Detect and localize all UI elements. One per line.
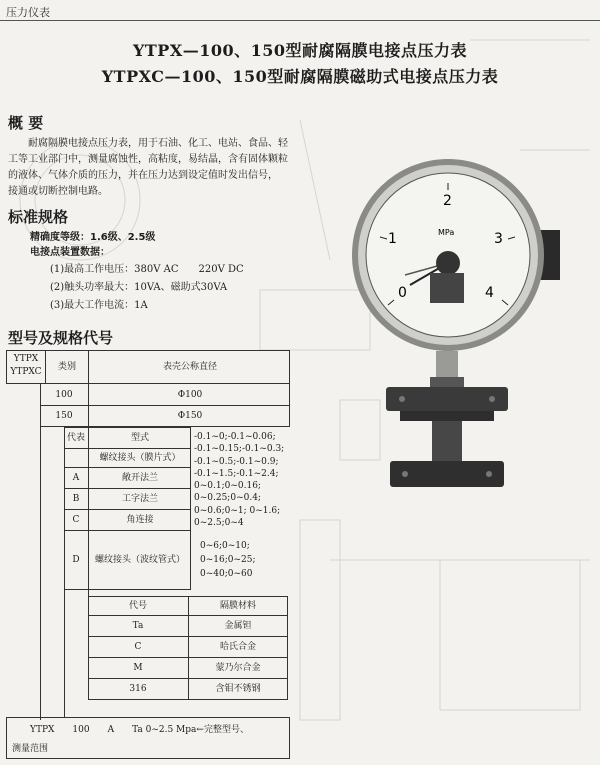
gauge-tick-2: 2	[443, 193, 452, 209]
example-label: 测量范围	[12, 744, 49, 754]
case-diameter-header: 表壳公称直径	[162, 362, 217, 372]
connection-name: 敞开法兰	[121, 473, 158, 483]
material-code: C	[134, 642, 142, 652]
range-line: 0~0.1;0~0.16;	[194, 481, 261, 492]
material-code: Ta	[132, 621, 144, 631]
range-line: 0~40;0~60	[200, 569, 253, 579]
overview-line: 耐腐隔膜电接点压力表，用于石油、化工、电站、食品、轻	[28, 138, 288, 149]
material-code: 316	[129, 684, 147, 694]
bellows-ranges	[200, 539, 256, 581]
connection-code: B	[72, 494, 80, 504]
header-divider	[0, 20, 600, 21]
accuracy-class: 精确度等级：1.6级、2.5级	[30, 232, 156, 243]
overview-line: 的液体、气体介质的压力，并在压力达到设定值时发出信号，	[8, 170, 278, 181]
title-line-1: YTPX—100、150型耐腐隔膜电接点压力表	[132, 41, 468, 60]
category-label: 压力仪表	[6, 6, 50, 19]
gauge-photo	[350, 155, 570, 515]
size-value: Φ150	[177, 411, 203, 421]
spec-item: (2)触头功率最大：10VA、磁助式30VA	[50, 282, 228, 293]
specs-list	[30, 230, 290, 313]
contact-data-title: 电接点装置数据：	[30, 247, 110, 258]
connection-name: 螺纹接头（波纹管式）	[94, 555, 185, 565]
measuring-ranges	[194, 431, 284, 529]
size-code: 150	[55, 411, 73, 421]
connection-name: 工字法兰	[121, 494, 158, 504]
size-value: Φ100	[177, 390, 203, 400]
range-line: 0~0.6;0~1; 0~1.6;	[194, 505, 281, 516]
material-name: 含钼不锈钢	[215, 684, 261, 694]
gauge-tick-1: 1	[388, 231, 397, 247]
connection-code: C	[72, 515, 80, 525]
gauge-unit: MPa	[438, 228, 455, 237]
connection-code: D	[72, 555, 80, 565]
gauge-tick-0: 0	[398, 285, 407, 301]
model-ytpx: YTPX	[13, 354, 39, 364]
size-code: 100	[55, 390, 73, 400]
range-line: -0.1~0;-0.1~0.06;	[194, 432, 276, 442]
overview-line: 工等工业部门中，测量腐蚀性，高粘度，易结晶，含有固体颗粒	[8, 154, 288, 165]
connection-code: A	[72, 473, 80, 483]
code-header: 代表	[66, 433, 85, 443]
gauge-tick-3: 3	[494, 231, 503, 247]
overview-heading: 概 要	[8, 114, 44, 132]
example-model: YTPX 100 A Ta 0~2.5 Mpa←完整型号、	[30, 725, 249, 735]
material-code-header: 代号	[128, 601, 147, 611]
material-header: 隔膜材料	[219, 601, 256, 611]
range-line: 0~2.5;0~4	[194, 518, 244, 529]
gauge-tick-4: 4	[485, 285, 494, 301]
connection-name: 角连接	[126, 515, 154, 525]
model-ytpxc: YTPXC	[10, 367, 42, 377]
range-line: 0~16;0~25;	[200, 555, 256, 565]
material-code: M	[133, 663, 143, 673]
overview-line: 接通或切断控制电路。	[8, 186, 108, 197]
range-line: 0~6;0~10;	[200, 541, 250, 551]
range-line: 0~0.25;0~0.4;	[194, 493, 261, 504]
material-name: 哈氏合金	[219, 642, 256, 652]
spec-item: (3)最大工作电流：1A	[50, 300, 148, 311]
category-header: 类别	[57, 362, 76, 372]
overview-text	[8, 136, 308, 200]
range-line: -0.1~0.15;-0.1~0.3;	[194, 444, 285, 455]
range-line: -0.1~1.5;-0.1~2.4;	[194, 468, 279, 479]
specs-heading: 标准规格	[8, 208, 69, 226]
spec-item: (1)最高工作电压：380V AC 220V DC	[50, 264, 244, 275]
material-name: 蒙乃尔合金	[215, 663, 261, 673]
material-name: 金属钽	[224, 621, 252, 631]
title-line-2: YTPXC—100、150型耐腐隔膜磁助式电接点压力表	[101, 67, 499, 86]
range-line: -0.1~0.5;-0.1~0.9;	[194, 456, 279, 467]
connection-name: 螺纹接头（膜片式）	[99, 453, 181, 463]
model-heading: 型号及规格代号	[8, 329, 114, 347]
form-header: 型式	[130, 433, 149, 443]
